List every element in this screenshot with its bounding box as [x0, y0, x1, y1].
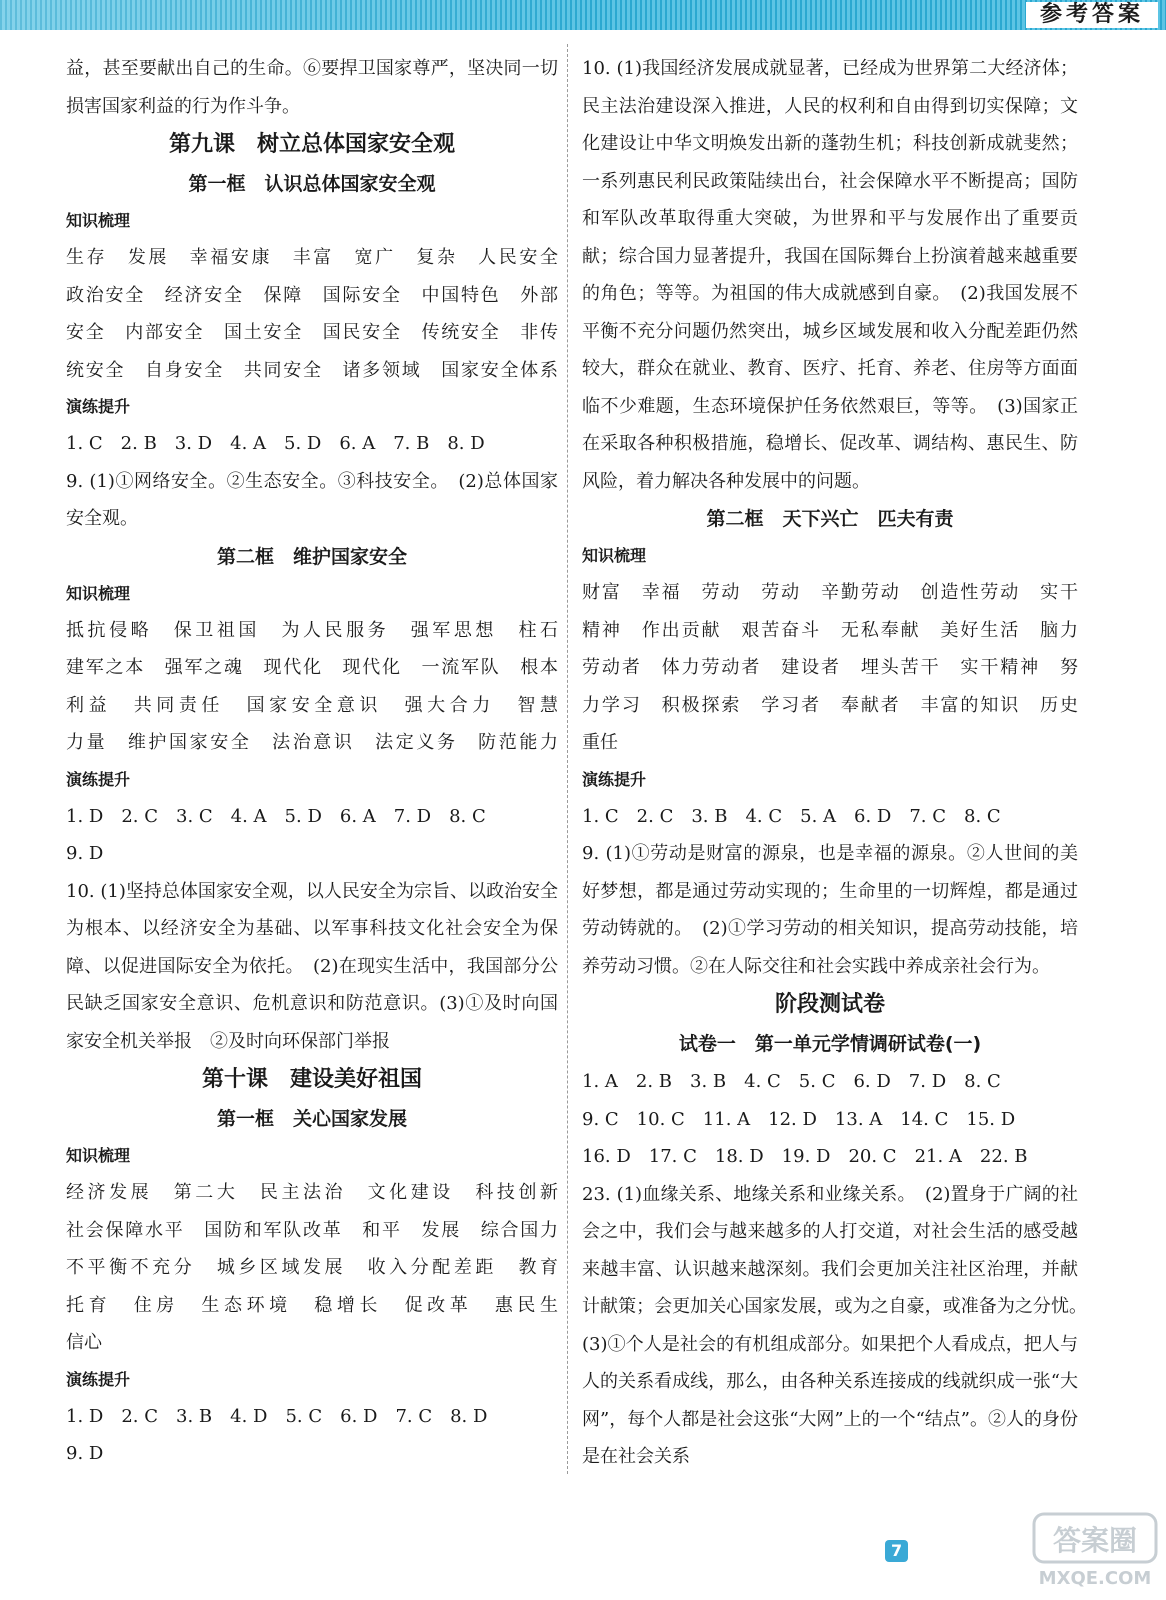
question-answer: 9. (1)①网络安全。②生态安全。③科技安全。 (2)总体国家安全观。 — [66, 470, 558, 529]
lesson9-title: 第九课 树立总体国家安全观 — [168, 132, 455, 157]
stage-test-title: 阶段测试卷 — [774, 992, 885, 1017]
answer-line: 1. D 2. C 3. C 4. A 5. D 6. A 7. D 8. C — [66, 805, 486, 827]
watermark-url: MXQE.COM — [1038, 1568, 1152, 1589]
knowledge-line: 利益 共同责任 国家安全意识 强大合力 智慧 — [66, 694, 558, 716]
header-bar — [0, 0, 1166, 30]
answer-line: 1. D 2. C 3. B 4. D 5. C 6. D 7. C 8. D — [66, 1405, 488, 1427]
page-number: 7 — [885, 1540, 908, 1562]
knowledge-line: 不平衡不充分 城乡区域发展 收入分配差距 教育 — [66, 1257, 558, 1278]
question-answer: 9. (1)①劳动是财富的源泉，也是幸福的源泉。②人世间的美好梦想，都是通过劳动实现的；生命里的一切辉煌，都是通过劳动铸就的。 (2)①学习劳动的相关知识，提高劳动技能，培养劳动习惯。②在人际交往和社会实践中养成亲社会行为。 — [582, 843, 1078, 977]
knowledge-line: 统安全 自身安全 共同安全 诸多领域 国家安全体系 — [66, 359, 558, 381]
knowledge-line: 力学习 积极探索 学习者 奉献者 丰富的知识 历史 — [582, 694, 1078, 716]
lesson10-frame1-title: 第一框 关心国家发展 — [216, 1108, 407, 1130]
section-heading: 知识梳理 — [66, 211, 131, 230]
question-answer: 23. (1)血缘关系、地缘关系和业缘关系。 (2)置身于广阔的社会之中，我们会与越来越多的人打交道，对社会生活的感受越来越丰富、认识越来越深刻。我们会更加关注社区治理，并献计献策；会更加关心国家发展，或为之自豪，或准备为之分忧。 (3)①个人是社会的有机组成部分。如果把个人看成点，把人与人的关系看成线，那么，由各种关系连接成的线就织成一张“大网”，每个人都是社会这张“大网”上的一个“结点”。②人的身份是在社会关系 — [582, 1183, 1096, 1467]
answer-line: 9. C 10. C 11. A 12. D 13. A 14. C 15. D — [582, 1108, 1016, 1130]
question-answer: 10. (1)坚持总体国家安全观，以人民安全为宗旨、以政治安全为根本、以经济安全为基础、以军事科技文化社会安全为保障、以促进国际安全为依托。 (2)在现实生活中，我国部分公民缺乏国家安全意识、危机意识和防范意识。(3)①及时向国家安全机关举报 ②及时向环保部门举报 — [66, 880, 558, 1052]
question-answer: 10. (1)我国经济发展成就显著，已经成为世界第二大经济体；民主法治建设深入推进，人民的权利和自由得到切实保障；文化建设让中华文明焕发出新的蓬勃生机；科技创新成就斐然；一系列惠民利民政策陆续出台，社会保障水平不断提高；国防和军队改革取得重大突破，为世界和平与发展作出了重要贡献；综合国力显著提升，我国在国际舞台上扮演着越来越重要的角色；等等。为祖国的伟大成就感到自豪。 (2)我国发展不平衡不充分问题仍然突出，城乡区域发展和收入分配差距仍然较大，群众在就业、教育、医疗、托育、养老、住房等方面面临不少难题，生态环境保护任务依然艰巨，等等。 (3)国家正在采取各种积极措施，稳增长、促改革、调结构、惠民生、防风险，着力解决各种发展中的问题。 — [582, 58, 1078, 492]
knowledge-line: 劳动者 体力劳动者 建设者 埋头苦干 实干精神 努 — [582, 657, 1078, 678]
knowledge-line: 建军之本 强军之魂 现代化 现代化 一流军队 根本 — [66, 657, 558, 678]
answer-line: 1. C 2. C 3. B 4. C 5. A 6. D 7. C 8. C — [582, 805, 1001, 827]
knowledge-line: 托育 住房 生态环境 稳增长 促改革 惠民生 — [66, 1294, 558, 1316]
knowledge-line: 政治安全 经济安全 保障 国际安全 中国特色 外部 — [66, 284, 558, 306]
answer-line: 1. A 2. B 3. B 4. C 5. C 6. D 7. D 8. C — [582, 1071, 1001, 1092]
knowledge-line: 社会保障水平 国防和军队改革 和平 发展 综合国力 — [66, 1219, 558, 1241]
section-heading: 知识梳理 — [66, 1146, 131, 1165]
answer-line: 9. D — [66, 1443, 104, 1464]
knowledge-line: 经济发展 第二大 民主法治 文化建设 科技创新 — [66, 1182, 558, 1203]
lesson9-frame2-title: 第二框 维护国家安全 — [216, 545, 407, 568]
answer-line: 9. D — [66, 843, 104, 864]
lesson9-frame1-title: 第一框 认识总体国家安全观 — [188, 173, 436, 195]
section-heading: 演练提升 — [66, 1369, 131, 1389]
knowledge-line: 抵抗侵略 保卫祖国 为人民服务 强军思想 柱石 — [66, 619, 558, 641]
answer-line: 16. D 17. C 18. D 19. D 20. C 21. A 22. B — [582, 1146, 1028, 1167]
watermark-text: 答案圈 — [1052, 1524, 1138, 1557]
right-column — [582, 50, 1096, 1476]
knowledge-line: 安全 内部安全 国土安全 国民安全 传统安全 非传 — [66, 322, 558, 343]
lesson10-frame2-title: 第二框 天下兴亡 匹夫有责 — [706, 508, 954, 530]
column-divider — [567, 44, 568, 1474]
knowledge-line: 重任 — [582, 732, 618, 753]
answer-line: 1. C 2. B 3. D 4. A 5. D 6. A 7. B 8. D — [66, 433, 485, 454]
section-heading: 演练提升 — [66, 769, 131, 789]
paper1-title: 试卷一 第一单元学情调研试卷(一) — [678, 1033, 982, 1055]
knowledge-line: 财富 幸福 劳动 劳动 辛勤劳动 创造性劳动 实干 — [582, 582, 1078, 603]
section-heading: 知识梳理 — [582, 546, 647, 565]
header-title: 参考答案 — [1026, 2, 1158, 28]
left-column — [66, 50, 558, 1473]
lesson10-title: 第十课 建设美好祖国 — [201, 1067, 422, 1092]
section-heading: 演练提升 — [582, 769, 647, 789]
knowledge-line: 力量 维护国家安全 法治意识 法定义务 防范能力 — [66, 732, 558, 753]
knowledge-line: 精神 作出贡献 艰苦奋斗 无私奉献 美好生活 脑力 — [582, 619, 1078, 641]
section-heading: 演练提升 — [66, 397, 131, 416]
knowledge-line: 生存 发展 幸福安康 丰富 宽广 复杂 人民安全 — [66, 247, 558, 268]
intro-text: 益，甚至要献出自己的生命。⑥要捍卫国家尊严，坚决同一切损害国家利益的行为作斗争。 — [66, 58, 558, 117]
knowledge-line: 信心 — [66, 1332, 102, 1353]
watermark-logo — [1030, 1510, 1160, 1590]
section-heading: 知识梳理 — [66, 583, 131, 603]
